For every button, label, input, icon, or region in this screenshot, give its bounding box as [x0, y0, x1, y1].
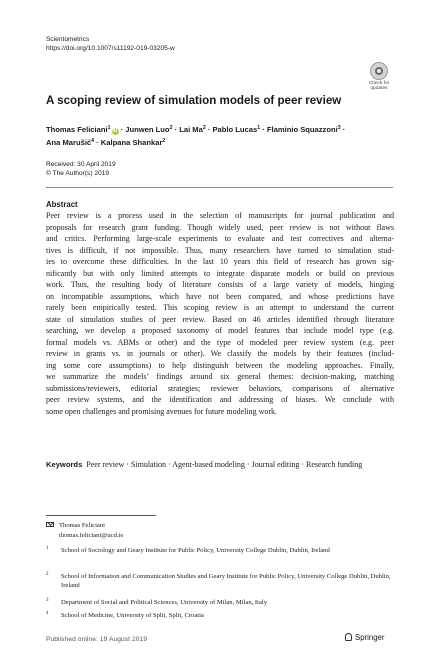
- abstract-line: rarely been empirically tested. This scoping review is an attempt to understand the current: [46, 303, 394, 312]
- copyright-notice: © The Author(s) 2019: [46, 170, 110, 177]
- abstract-line: on incompatible assumptions, which have not been compared, and whose predictions have: [46, 291, 394, 301]
- affiliation-number: 3: [46, 598, 49, 603]
- author-list: Thomas Feliciani$^1$ iD · Junwen Luo$^2$ · Lai $Ma^2$ · Pablo Lucas$^1$ · Flaminio Squazzoni$^3$ · Ana Marušić$^4$ · Kalpana Shankar$^2$: [46, 125, 346, 147]
- author-affiliation-number: 1: [107, 125, 111, 131]
- abstract-line: submissions/reviewers, editorial strategies; reviewer behaviors, comparisons of alternative: [46, 383, 394, 393]
- received-date: Received: 30 April 2019: [46, 161, 116, 168]
- author-name: Flaminio Squazzoni: [266, 125, 338, 134]
- abstract-line: state of simulation studies of peer review. Based on 46 articles identified through literature: [46, 314, 394, 324]
- author-affiliation-number: 4: [91, 137, 95, 144]
- abstract-heading: Abstract: [46, 200, 78, 209]
- affiliation-text: School of Sociology and Geary Institute for Public Policy, University College Dublin, Dublin, Ireland: [61, 547, 330, 554]
- abstract-line: peer review systems, and the identification and addressing of biases. We conclude with: [46, 395, 394, 404]
- abstract-line: ies to overcome these difficulties. In the last 10 years this field of research has grown sig-: [46, 257, 394, 266]
- article-title: A scoping review of simulation models of peer review: [46, 94, 342, 107]
- springer-horse-icon: [345, 633, 352, 641]
- correspondence-email[interactable]: thomas.feliciani@ucd.ie: [59, 531, 124, 539]
- abstract-line: proposals for research grant funding. Though widely used, peer review is not without flaws: [46, 222, 394, 232]
- correspondence-name: Thomas Feliciani: [59, 522, 105, 529]
- affiliation-number: 2: [46, 572, 49, 577]
- publisher-logo: [345, 633, 384, 642]
- update-icon: [370, 62, 388, 80]
- author-affiliation-number: 2: [202, 125, 206, 131]
- keywords: [46, 459, 394, 471]
- affiliation-text: School of Medicine, University of Split, Split, Croatia: [61, 612, 204, 619]
- author-name: Thomas Feliciani: [46, 125, 108, 134]
- envelope-icon: [46, 522, 54, 528]
- abstract-body: [46, 210, 394, 417]
- abstract-line: Peer review is a process used in the selection of manuscripts for journal publication and: [46, 211, 394, 220]
- badge-line-2: updates: [370, 86, 388, 92]
- abstract-line: work. Thus, the resulting body of literature consists of a large variety of models, hinging: [46, 280, 394, 289]
- keywords-label: Keywords: [46, 460, 83, 469]
- author-name: Ana Marušić: [46, 137, 92, 147]
- abstract-line: we summarize the models’ findings around six general themes: decision-making, matching: [46, 372, 394, 381]
- abstract-line: tives is difficult, if not impossible. Thus, many researchers have turned to simulation stud-: [46, 245, 394, 255]
- abstract-line: review in grants vs. in journals or other). We classify the models by their features (includ-: [46, 349, 394, 358]
- author-name: Junwen Luo: [125, 125, 170, 134]
- author-affiliation-number: 1: [257, 125, 261, 131]
- affiliation-number: 4: [46, 611, 49, 616]
- abstract-line: and critics. Performing large-scale experiments to evaluate and test correctives and alterna-: [46, 234, 394, 243]
- author-affiliation-number: 2: [162, 137, 166, 144]
- abstract-line: formal models vs. ABMs or other) and the type of modeled peer review system (e.g. peer: [46, 337, 394, 347]
- published-date: Published online: 19 August 2019: [46, 636, 148, 643]
- author-name: Lai Ma: [179, 125, 203, 134]
- divider: [46, 187, 393, 188]
- check-for-updates-badge[interactable]: [365, 62, 393, 94]
- author-name: Pablo Lucas: [212, 125, 258, 134]
- publisher-name: Springer: [355, 633, 385, 642]
- badge-line-1: Check for: [368, 81, 390, 86]
- affiliation-text: School of Information and Communication Studies and Geary Institute for Public Policy, University College Dublin, Dublin, Ireland: [61, 573, 391, 590]
- doi-link[interactable]: https://doi.org/10.1007/s11192-019-03205-w: [46, 45, 175, 52]
- keywords-text: Peer review · Simulation · Agent-based modeling · Journal editing · Research funding: [86, 460, 363, 469]
- abstract-line: ing some core assumptions) to help distinguish between the modeling approaches. Finally,: [46, 360, 394, 370]
- affiliation-text: Department of Social and Political Sciences, University of Milan, Milan, Italy: [61, 599, 268, 606]
- author-affiliation-number: 2: [169, 125, 173, 131]
- journal-name: Scientometrics: [46, 36, 90, 43]
- abstract-line: some open challenges and promising avenues for future modeling work.: [46, 406, 278, 416]
- author-affiliation-number: 3: [337, 125, 341, 131]
- correspondence: [46, 521, 123, 540]
- author-name: Kalpana Shankar: [100, 137, 163, 147]
- footnote-divider: [46, 515, 156, 516]
- abstract-line: nificantly but with only limited attempts to integrate disparate models or build on previous: [46, 268, 394, 278]
- orcid-icon[interactable]: iD: [112, 128, 118, 134]
- affiliation-number: 1: [46, 546, 49, 551]
- abstract-line: searching, we develop a proposed taxonomy of model features that include model type (e.g.: [46, 326, 394, 335]
